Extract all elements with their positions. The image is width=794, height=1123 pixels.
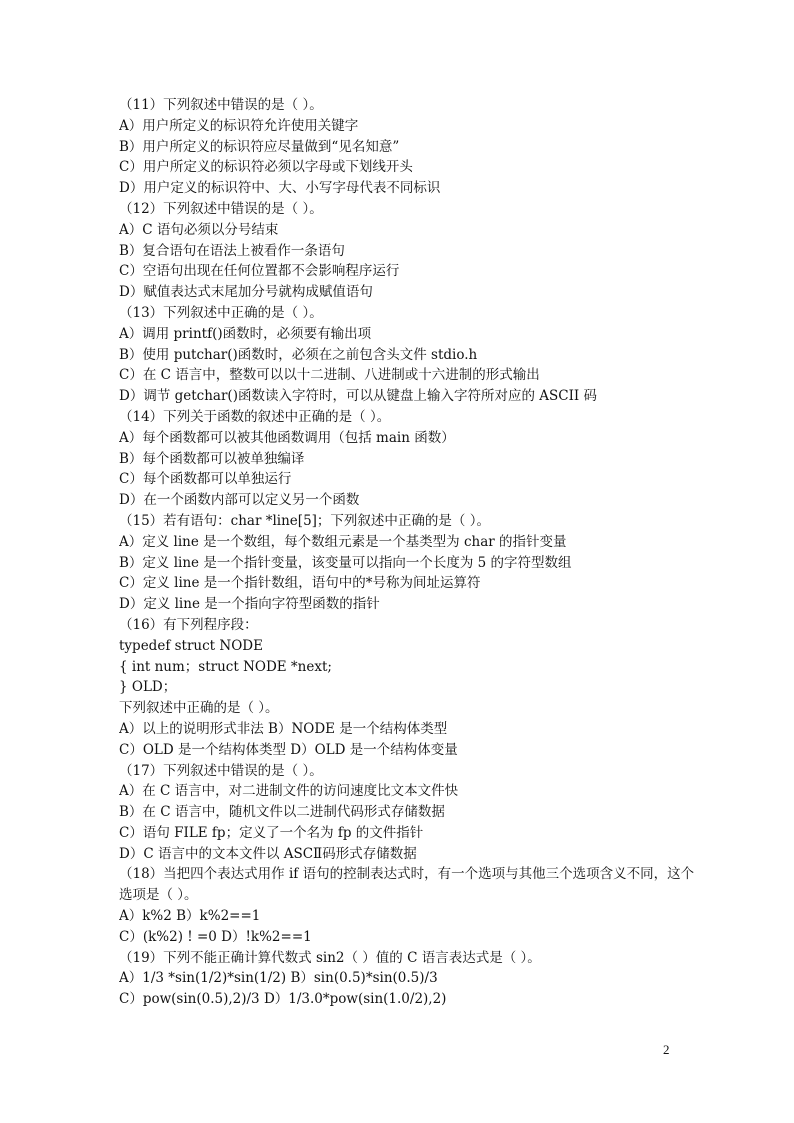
question-13-option-c: C）在 C 语言中，整数可以以十二进制、八进制或十六进制的形式输出 bbox=[119, 367, 540, 384]
question-12-option-a: A）C 语句必须以分号结束 bbox=[119, 221, 279, 238]
question-15-option-b: B）定义 line 是一个指针变量，该变量可以指向一个长度为 5 的字符型数组 bbox=[119, 554, 572, 571]
page-number: 2 bbox=[663, 1042, 670, 1057]
question-17-option-b: B）在 C 语言中，随机文件以二进制代码形式存储数据 bbox=[119, 804, 445, 821]
question-12-stem: （12）下列叙述中错误的是（ ）。 bbox=[119, 200, 323, 217]
question-18-options-cd: C）(k%2) ! =0 D）!k%2==1 bbox=[119, 928, 312, 945]
question-17-option-c: C）语句 FILE fp；定义了一个名为 fp 的文件指针 bbox=[119, 824, 424, 841]
question-18-stem: （18）当把四个表达式用作 if 语句的控制表达式时，有一个选项与其他三个选项含义不同，这个选项是（ ）。 bbox=[119, 866, 695, 904]
question-16-options-cd: C）OLD 是一个结构体类型 D）OLD 是一个结构体变量 bbox=[119, 741, 458, 758]
question-14-option-d: D）在一个函数内部可以定义另一个函数 bbox=[119, 492, 360, 509]
question-16-code-line-1: typedef struct NODE bbox=[119, 637, 263, 654]
question-15-option-d: D）定义 line 是一个指向字符型函数的指针 bbox=[119, 596, 380, 613]
question-17-option-a: A）在 C 语言中，对二进制文件的访问速度比文本文件快 bbox=[119, 783, 459, 800]
question-16-stem: （16）有下列程序段： bbox=[119, 616, 258, 633]
question-13-option-d: D）调节 getchar()函数读入字符时，可以从键盘上输入字符所对应的 ASCII 码 bbox=[119, 388, 598, 405]
question-15-option-c: C）定义 line 是一个指针数组，语句中的*号称为间址运算符 bbox=[119, 575, 481, 592]
question-17-option-d: D）C 语言中的文本文件以 ASCⅡ码形式存储数据 bbox=[119, 845, 417, 862]
question-12-option-d: D）赋值表达式末尾加分号就构成赋值语句 bbox=[119, 284, 373, 301]
question-14-option-c: C）每个函数都可以单独运行 bbox=[119, 471, 292, 488]
question-14-option-b: B）每个函数都可以被单独编译 bbox=[119, 450, 305, 467]
question-19-options-cd: C）pow(sin(0.5),2)/3 D）1/3.0*pow(sin(1.0/2),2) bbox=[119, 991, 447, 1008]
question-11-stem: （11）下列叙述中错误的是（ ）。 bbox=[119, 97, 323, 113]
question-16-prompt: 下列叙述中正确的是（ ）。 bbox=[119, 700, 279, 717]
question-16-code-line-2: { int num；struct NODE *next; bbox=[119, 658, 332, 675]
question-12-option-b: B）复合语句在语法上被看作一条语句 bbox=[119, 242, 345, 259]
question-13-stem: （13）下列叙述中正确的是（ ）。 bbox=[119, 304, 323, 321]
question-13-option-b: B）使用 putchar()函数时，必须在之前包含头文件 stdio.h bbox=[119, 346, 478, 363]
document-body bbox=[119, 95, 699, 1010]
question-19-options-ab: A）1/3 *sin(1/2)*sin(1/2) B）sin(0.5)*sin(0.5)/3 bbox=[119, 970, 438, 987]
question-14-stem: （14）下列关于函数的叙述中正确的是（ ）。 bbox=[119, 408, 391, 425]
question-17-stem: （17）下列叙述中错误的是（ ）。 bbox=[119, 762, 323, 779]
question-13-option-a: A）调用 printf()函数时，必须要有输出项 bbox=[119, 325, 372, 342]
question-14-option-a: A）每个函数都可以被其他函数调用（包括 main 函数） bbox=[119, 429, 455, 446]
question-16-code-line-3: } OLD； bbox=[119, 679, 177, 696]
question-18-options-ab: A）k%2 B）k%2==1 bbox=[119, 908, 261, 925]
question-15-stem: （15）若有语句：char *line[5]；下列叙述中正确的是（ ）。 bbox=[119, 512, 490, 529]
question-19-stem: （19）下列不能正确计算代数式 sin2（ ）值的 C 语言表达式是（ ）。 bbox=[119, 949, 541, 966]
question-11-option-d: D）用户定义的标识符中、大、小写字母代表不同标识 bbox=[119, 180, 441, 197]
question-11-option-b: B）用户所定义的标识符应尽量做到“见名知意” bbox=[119, 138, 400, 155]
question-16-options-ab: A）以上的说明形式非法 B）NODE 是一个结构体类型 bbox=[119, 720, 448, 737]
question-11-option-a: A）用户所定义的标识符允许使用关键字 bbox=[119, 117, 359, 134]
question-11-option-c: C）用户所定义的标识符必须以字母或下划线开头 bbox=[119, 159, 413, 176]
question-12-option-c: C）空语句出现在任何位置都不会影响程序运行 bbox=[119, 263, 400, 280]
question-15-option-a: A）定义 line 是一个数组，每个数组元素是一个基类型为 char 的指针变量 bbox=[119, 533, 567, 550]
